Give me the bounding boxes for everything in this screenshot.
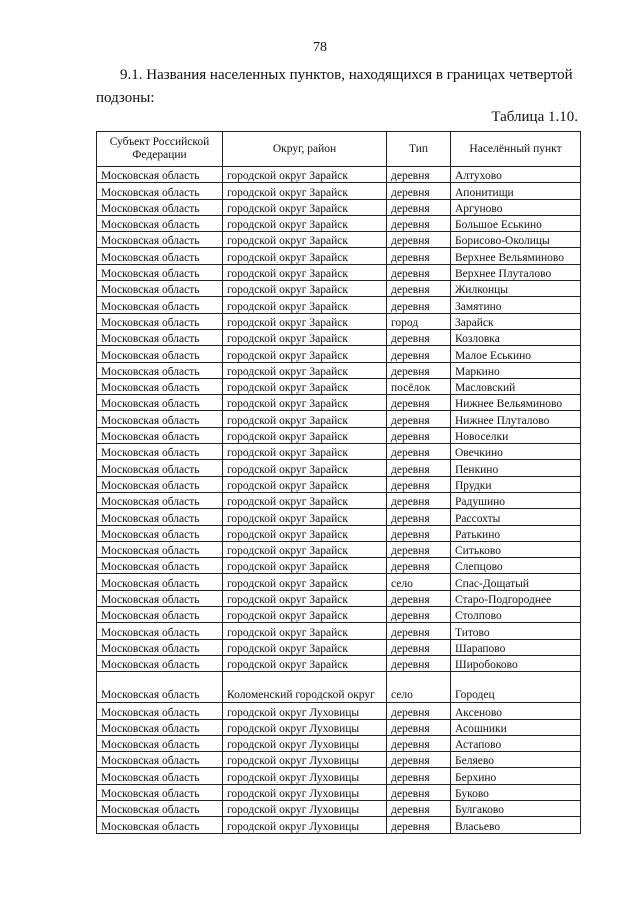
cell-district: городской округ Зарайск <box>223 362 387 378</box>
cell-subject: Московская область <box>97 313 223 329</box>
header-settlement: Населённый пункт <box>451 132 581 167</box>
cell-type: деревня <box>387 719 451 735</box>
cell-subject: Московская область <box>97 768 223 784</box>
cell-type: деревня <box>387 167 451 183</box>
table-row <box>97 719 581 735</box>
cell-subject: Московская область <box>97 248 223 264</box>
table-row <box>97 183 581 199</box>
cell-subject: Московская область <box>97 329 223 345</box>
table-row <box>97 427 581 443</box>
cell-district: городской округ Зарайск <box>223 476 387 492</box>
cell-settlement: Масловский <box>451 378 581 394</box>
cell-subject: Московская область <box>97 460 223 476</box>
cell-settlement: Слепцово <box>451 558 581 574</box>
cell-type: деревня <box>387 264 451 280</box>
cell-type: деревня <box>387 215 451 231</box>
cell-settlement: Зарайск <box>451 313 581 329</box>
cell-type: деревня <box>387 248 451 264</box>
table-row <box>97 607 581 623</box>
cell-district: городской округ Зарайск <box>223 297 387 313</box>
cell-district: Коломенский городской округ <box>223 672 387 703</box>
cell-settlement: Верхнее Вельяминово <box>451 248 581 264</box>
cell-district: городской округ Зарайск <box>223 427 387 443</box>
table-row <box>97 378 581 394</box>
cell-type: деревня <box>387 362 451 378</box>
cell-district: городской округ Зарайск <box>223 639 387 655</box>
cell-settlement: Шарапово <box>451 639 581 655</box>
cell-settlement: Прудки <box>451 476 581 492</box>
cell-subject: Московская область <box>97 541 223 557</box>
cell-type: деревня <box>387 541 451 557</box>
cell-settlement: Астапово <box>451 735 581 751</box>
cell-subject: Московская область <box>97 558 223 574</box>
cell-district: городской округ Луховицы <box>223 735 387 751</box>
table-row <box>97 768 581 784</box>
cell-settlement: Асошники <box>451 719 581 735</box>
cell-type: деревня <box>387 558 451 574</box>
table-row <box>97 639 581 655</box>
cell-type: деревня <box>387 492 451 508</box>
cell-subject: Московская область <box>97 492 223 508</box>
cell-type: деревня <box>387 703 451 719</box>
cell-district: городской округ Зарайск <box>223 378 387 394</box>
cell-subject: Московская область <box>97 281 223 297</box>
cell-district: городской округ Зарайск <box>223 167 387 183</box>
cell-district: городской округ Зарайск <box>223 346 387 362</box>
cell-settlement: Большое Еськино <box>451 215 581 231</box>
cell-subject: Московская область <box>97 817 223 833</box>
cell-type: деревня <box>387 607 451 623</box>
cell-type: город <box>387 313 451 329</box>
cell-subject: Московская область <box>97 672 223 703</box>
cell-type: деревня <box>387 427 451 443</box>
cell-type: деревня <box>387 639 451 655</box>
cell-district: городской округ Зарайск <box>223 183 387 199</box>
cell-settlement: Власьево <box>451 817 581 833</box>
table-header <box>97 132 581 167</box>
table-row <box>97 655 581 671</box>
cell-settlement: Овечкино <box>451 444 581 460</box>
cell-settlement: Новоселки <box>451 427 581 443</box>
cell-subject: Московская область <box>97 362 223 378</box>
cell-subject: Московская область <box>97 378 223 394</box>
cell-settlement: Алтухово <box>451 167 581 183</box>
cell-type: деревня <box>387 735 451 751</box>
table-row <box>97 525 581 541</box>
cell-type: деревня <box>387 768 451 784</box>
cell-type: деревня <box>387 411 451 427</box>
cell-settlement: Борисово-Околицы <box>451 232 581 248</box>
table-row <box>97 817 581 833</box>
table-row <box>97 329 581 345</box>
cell-type: деревня <box>387 329 451 345</box>
cell-type: село <box>387 672 451 703</box>
cell-district: городской округ Зарайск <box>223 329 387 345</box>
table-row <box>97 460 581 476</box>
cell-settlement: Буково <box>451 784 581 800</box>
cell-subject: Московская область <box>97 509 223 525</box>
cell-district: городской округ Зарайск <box>223 199 387 215</box>
table-caption: Таблица 1.10. <box>491 109 578 125</box>
cell-type: деревня <box>387 752 451 768</box>
section-heading: 9.1. Названия населенных пунктов, находящихся в границах четвертой подзоны: <box>96 67 573 106</box>
table-row <box>97 395 581 411</box>
cell-settlement: Нижнее Плуталово <box>451 411 581 427</box>
cell-type: деревня <box>387 476 451 492</box>
cell-type: деревня <box>387 444 451 460</box>
cell-type: деревня <box>387 199 451 215</box>
cell-subject: Московская область <box>97 183 223 199</box>
cell-type: деревня <box>387 817 451 833</box>
cell-subject: Московская область <box>97 476 223 492</box>
cell-settlement: Спас-Дощатый <box>451 574 581 590</box>
table-row <box>97 558 581 574</box>
cell-settlement: Рассохты <box>451 509 581 525</box>
cell-district: городской округ Луховицы <box>223 800 387 816</box>
cell-settlement: Ратькино <box>451 525 581 541</box>
cell-settlement: Аргуново <box>451 199 581 215</box>
cell-district: городской округ Зарайск <box>223 411 387 427</box>
cell-subject: Московская область <box>97 655 223 671</box>
table-row <box>97 672 581 703</box>
cell-type: село <box>387 574 451 590</box>
cell-type: деревня <box>387 590 451 606</box>
cell-subject: Московская область <box>97 444 223 460</box>
table-row <box>97 167 581 183</box>
cell-district: городской округ Зарайск <box>223 395 387 411</box>
table-row <box>97 281 581 297</box>
cell-district: городской округ Зарайск <box>223 460 387 476</box>
cell-district: городской округ Зарайск <box>223 525 387 541</box>
table-row <box>97 362 581 378</box>
cell-subject: Московская область <box>97 800 223 816</box>
cell-district: городской округ Зарайск <box>223 248 387 264</box>
table-row <box>97 703 581 719</box>
cell-type: деревня <box>387 525 451 541</box>
cell-type: деревня <box>387 281 451 297</box>
cell-subject: Московская область <box>97 167 223 183</box>
cell-district: городской округ Луховицы <box>223 784 387 800</box>
cell-type: деревня <box>387 346 451 362</box>
header-district: Округ, район <box>223 132 387 167</box>
cell-type: деревня <box>387 395 451 411</box>
cell-subject: Московская область <box>97 232 223 248</box>
settlements-table <box>96 131 581 834</box>
cell-district: городской округ Зарайск <box>223 444 387 460</box>
cell-district: городской округ Зарайск <box>223 574 387 590</box>
table-row <box>97 346 581 362</box>
cell-district: городской округ Луховицы <box>223 768 387 784</box>
cell-settlement: Аксеново <box>451 703 581 719</box>
cell-settlement: Титово <box>451 623 581 639</box>
table-row <box>97 800 581 816</box>
table-row <box>97 752 581 768</box>
cell-settlement: Малое Еськино <box>451 346 581 362</box>
cell-type: деревня <box>387 623 451 639</box>
cell-settlement: Нижнее Вельяминово <box>451 395 581 411</box>
table-row <box>97 574 581 590</box>
header-type: Тип <box>387 132 451 167</box>
cell-subject: Московская область <box>97 590 223 606</box>
cell-type: деревня <box>387 784 451 800</box>
cell-district: городской округ Луховицы <box>223 752 387 768</box>
cell-type: деревня <box>387 509 451 525</box>
table-row <box>97 215 581 231</box>
cell-settlement: Столпово <box>451 607 581 623</box>
cell-district: городской округ Зарайск <box>223 655 387 671</box>
cell-district: городской округ Зарайск <box>223 607 387 623</box>
table-row <box>97 784 581 800</box>
cell-subject: Московская область <box>97 752 223 768</box>
cell-district: городской округ Зарайск <box>223 313 387 329</box>
cell-settlement: Апонитищи <box>451 183 581 199</box>
cell-settlement: Беляево <box>451 752 581 768</box>
header-subject: Субъект Российской Федерации <box>97 132 223 167</box>
cell-subject: Московская область <box>97 525 223 541</box>
cell-type: деревня <box>387 183 451 199</box>
cell-settlement: Берхино <box>451 768 581 784</box>
cell-district: городской округ Зарайск <box>223 558 387 574</box>
cell-settlement: Широбоково <box>451 655 581 671</box>
cell-settlement: Ситьково <box>451 541 581 557</box>
table-row <box>97 590 581 606</box>
table-row <box>97 623 581 639</box>
cell-subject: Московская область <box>97 297 223 313</box>
cell-subject: Московская область <box>97 264 223 280</box>
header-row <box>97 132 581 167</box>
cell-subject: Московская область <box>97 215 223 231</box>
cell-subject: Московская область <box>97 703 223 719</box>
cell-district: городской округ Зарайск <box>223 281 387 297</box>
cell-subject: Московская область <box>97 395 223 411</box>
cell-district: городской округ Зарайск <box>223 492 387 508</box>
table-row <box>97 199 581 215</box>
cell-district: городской округ Зарайск <box>223 509 387 525</box>
cell-subject: Московская область <box>97 411 223 427</box>
cell-subject: Московская область <box>97 719 223 735</box>
table-row <box>97 509 581 525</box>
cell-type: посёлок <box>387 378 451 394</box>
cell-settlement: Козловка <box>451 329 581 345</box>
cell-subject: Московская область <box>97 623 223 639</box>
table-row <box>97 232 581 248</box>
table-row <box>97 735 581 751</box>
table-row <box>97 476 581 492</box>
cell-subject: Московская область <box>97 784 223 800</box>
cell-district: городской округ Зарайск <box>223 215 387 231</box>
table-row <box>97 264 581 280</box>
cell-type: деревня <box>387 800 451 816</box>
cell-settlement: Жилконцы <box>451 281 581 297</box>
cell-type: деревня <box>387 655 451 671</box>
cell-district: городской округ Зарайск <box>223 623 387 639</box>
cell-district: городской округ Луховицы <box>223 719 387 735</box>
cell-district: городской округ Луховицы <box>223 703 387 719</box>
cell-subject: Московская область <box>97 735 223 751</box>
cell-settlement: Маркино <box>451 362 581 378</box>
cell-settlement: Замятино <box>451 297 581 313</box>
cell-subject: Московская область <box>97 199 223 215</box>
cell-type: деревня <box>387 232 451 248</box>
cell-subject: Московская область <box>97 607 223 623</box>
page-number: 78 <box>313 40 327 55</box>
cell-district: городской округ Луховицы <box>223 817 387 833</box>
cell-district: городской округ Зарайск <box>223 232 387 248</box>
cell-subject: Московская область <box>97 639 223 655</box>
table-row <box>97 313 581 329</box>
cell-type: деревня <box>387 460 451 476</box>
cell-settlement: Городец <box>451 672 581 703</box>
table-body <box>97 167 581 834</box>
table-row <box>97 444 581 460</box>
cell-district: городской округ Зарайск <box>223 590 387 606</box>
cell-settlement: Радушино <box>451 492 581 508</box>
table-row <box>97 248 581 264</box>
table-row <box>97 541 581 557</box>
cell-district: городской округ Зарайск <box>223 264 387 280</box>
cell-settlement: Старо-Подгороднее <box>451 590 581 606</box>
cell-district: городской округ Зарайск <box>223 541 387 557</box>
cell-subject: Московская область <box>97 427 223 443</box>
cell-settlement: Булгаково <box>451 800 581 816</box>
table-row <box>97 411 581 427</box>
cell-subject: Московская область <box>97 346 223 362</box>
table-row <box>97 492 581 508</box>
cell-subject: Московская область <box>97 574 223 590</box>
cell-settlement: Пенкино <box>451 460 581 476</box>
table-row <box>97 297 581 313</box>
cell-settlement: Верхнее Плуталово <box>451 264 581 280</box>
cell-type: деревня <box>387 297 451 313</box>
